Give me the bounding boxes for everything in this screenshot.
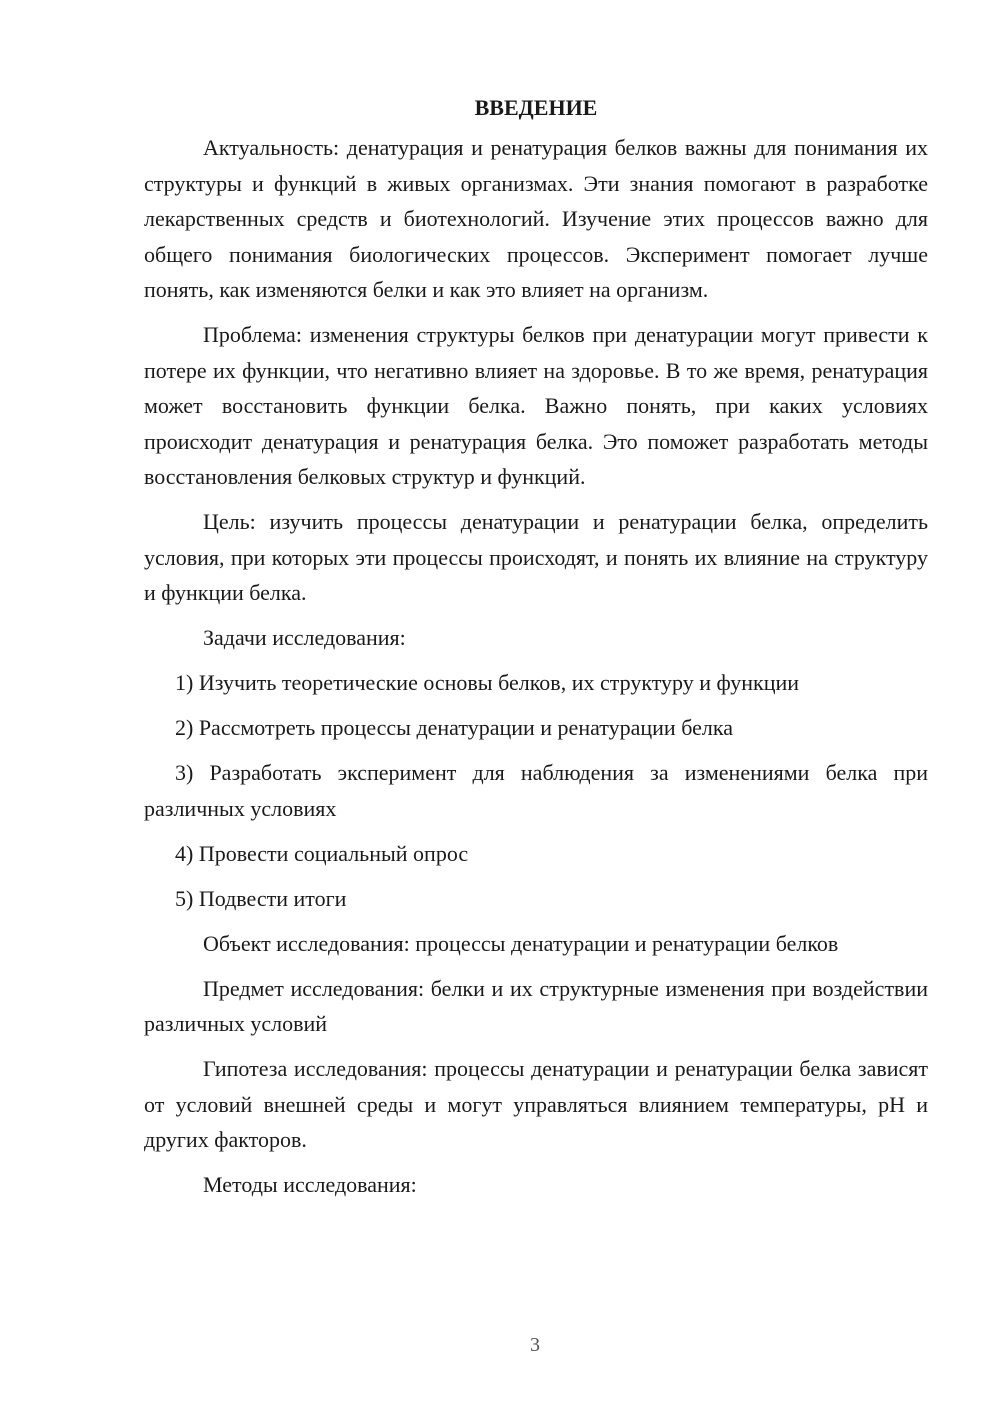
paragraph-hypothesis: Гипотеза исследования: процессы денатурации и ренатурации белка зависят от условий внешней среды и могут управляться влиянием температуры, pH и других факторов. — [144, 1056, 928, 1152]
section-heading: ВВЕДЕНИЕ — [474, 95, 598, 120]
task-item-1: 1) Изучить теоретические основы белков, их структуру и функции — [175, 670, 800, 695]
task-item-3: 3) Разработать эксперимент для наблюдения за изменениями белка при различных условиях — [144, 760, 928, 821]
task-item-4: 4) Провести социальный опрос — [175, 840, 469, 866]
task-item-5: 5) Подвести итоги — [175, 885, 347, 911]
task-item-2: 2) Рассмотреть процессы денатурации и ренатурации белка — [175, 715, 733, 740]
paragraph-relevance: Актуальность: денатурация и ренатурация белков важны для понимания их структуры и функций в живых организмах. Эти знания помогают в разработке лекарственных средств и биотехнологий. Изучение этих процессов важно для общего понимания биологических процессов. Эксперимент помогает лучше понять, как изменяются белки и как это влияет на организм. — [144, 135, 928, 302]
paragraph-goal: Цель: изучить процессы денатурации и ренатурации белка, определить условия, при которых эти процессы происходят, и понять их влияние на структуру и функции белка. — [144, 509, 928, 605]
document-page — [144, 90, 928, 1212]
paragraph-object: Объект исследования: процессы денатурации и ренатурации белков — [203, 930, 839, 956]
paragraph-methods: Методы исследования: — [203, 1172, 417, 1197]
tasks-title: Задачи исследования: — [203, 625, 406, 650]
paragraph-problem: Проблема: изменения структуры белков при денатурации могут привести к потере их функции, что негативно влияет на здоровье. В то же время, ренатурация может восстановить функции белка. Важно понять, при каких условиях происходит денатурация и ренатурация белка. Это поможет разработать методы восстановления белковых структур и функций. — [144, 322, 928, 489]
paragraph-subject: Предмет исследования: белки и их структурные изменения при воздействии различных условий — [144, 975, 928, 1036]
page-number: 3 — [530, 1334, 540, 1356]
